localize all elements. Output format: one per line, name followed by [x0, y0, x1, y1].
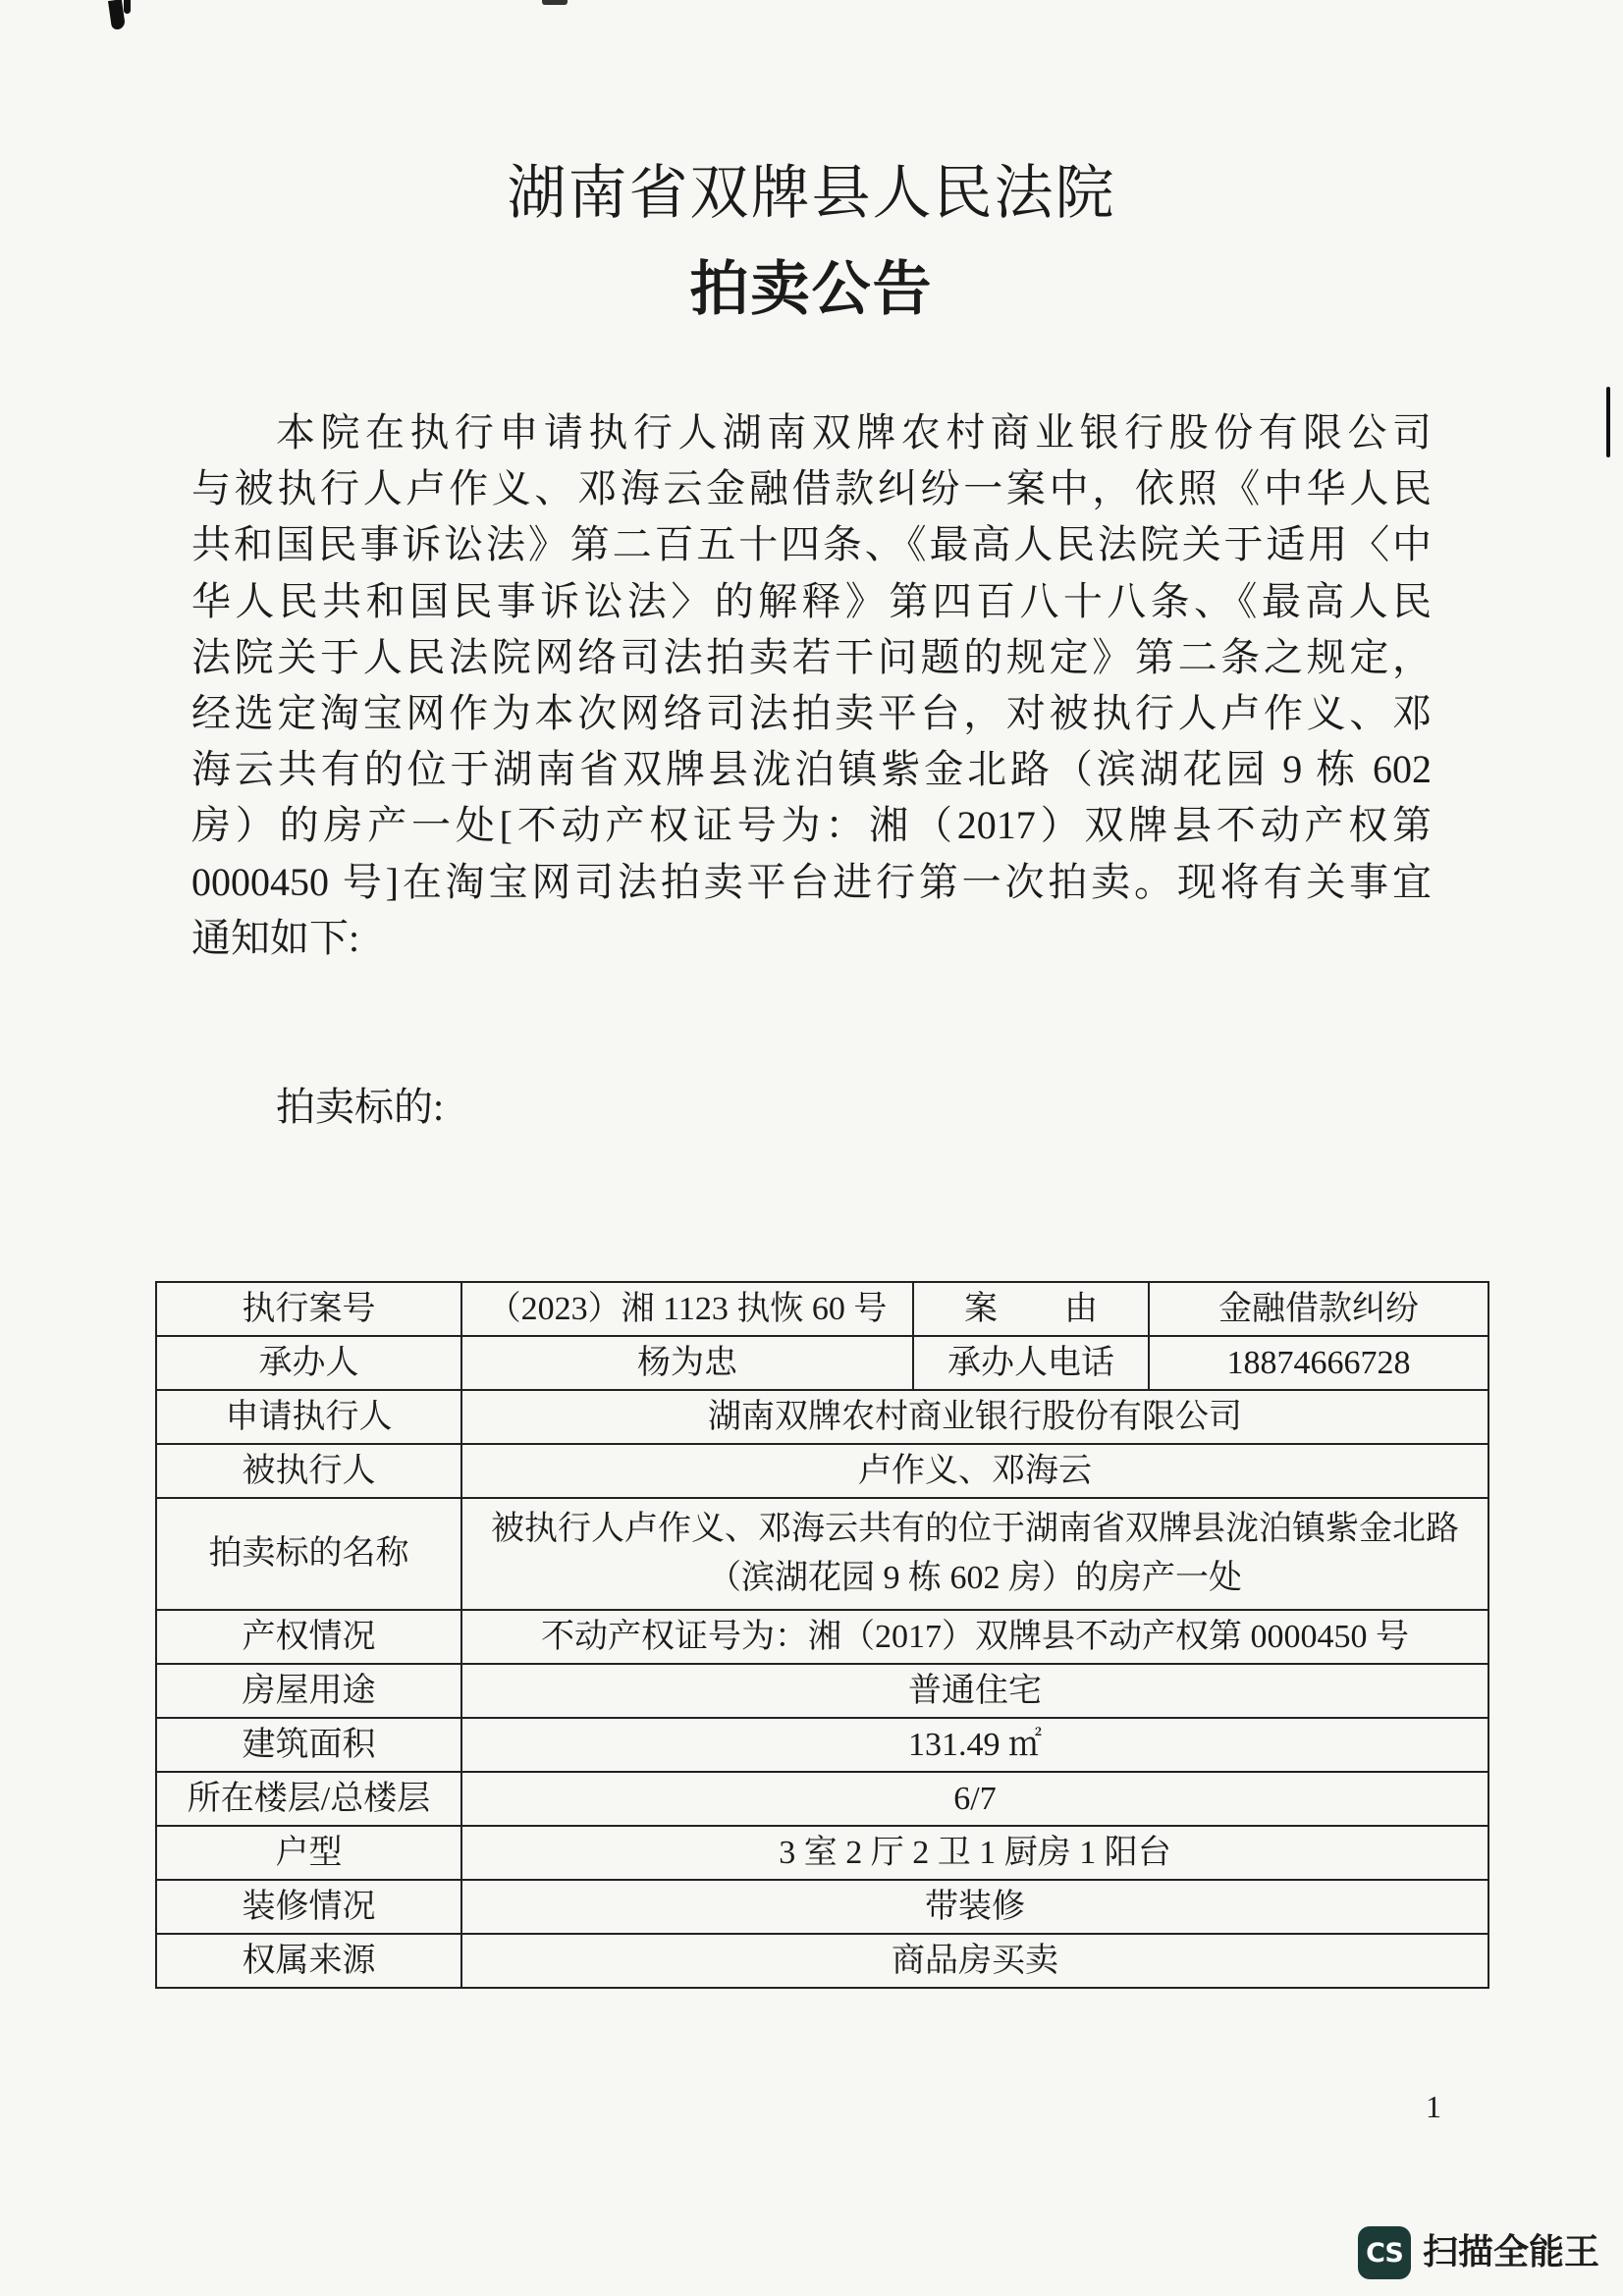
notice-body-line: 与被执行人卢作义、邓海云金融借款纠纷一案中，依照《中华人民 [191, 466, 1432, 511]
watermark-app-name: 扫描全能王 [1423, 2232, 1600, 2272]
property-rights-value: 不动产权证号为：湘（2017）双牌县不动产权第 0000450 号 [461, 1610, 1488, 1664]
handler-value: 杨为忠 [461, 1336, 913, 1390]
floor-value: 6/7 [461, 1772, 1488, 1826]
table-row-applicant [156, 1390, 1488, 1444]
property-rights-label: 产权情况 [156, 1610, 461, 1664]
table-row-property-rights [156, 1610, 1488, 1664]
cause-label: 案 由 [913, 1282, 1149, 1336]
decoration-label: 装修情况 [156, 1880, 461, 1934]
auction-subject-table [155, 1281, 1489, 1989]
usage-label: 房屋用途 [156, 1664, 461, 1718]
subject-name-value [461, 1498, 1488, 1610]
subject-name-line: （滨湖花园 9 栋 602 房）的房产一处 [708, 1560, 1242, 1596]
notice-body-line: 房）的房产一处[不动产权证号为：湘（2017）双牌县不动产权第 [191, 803, 1432, 848]
notice-body-line: 经选定淘宝网作为本次网络司法拍卖平台，对被执行人卢作义、邓 [191, 690, 1432, 735]
document-title: 拍卖公告 [689, 257, 934, 322]
notice-body-line: 海云共有的位于湖南省双牌县泷泊镇紫金北路（滨湖花园 9 栋 602 [191, 747, 1432, 792]
area-label: 建筑面积 [156, 1718, 461, 1772]
notice-body [191, 404, 1432, 966]
handler-phone-label: 承办人电话 [913, 1336, 1149, 1390]
decoration-value: 带装修 [461, 1880, 1488, 1934]
notice-body-line: 0000450 号]在淘宝网司法拍卖平台进行第一次拍卖。现将有关事宜 [191, 859, 1432, 904]
scan-artifact-top [542, 0, 568, 5]
subject-name-label: 拍卖标的名称 [156, 1498, 461, 1610]
applicant-label: 申请执行人 [156, 1390, 461, 1444]
floor-label: 所在楼层/总楼层 [156, 1772, 461, 1826]
cause-value: 金融借款纠纷 [1149, 1282, 1488, 1336]
table-row-respondent [156, 1444, 1488, 1498]
scanner-watermark [1358, 2226, 1599, 2279]
notice-body-line: 本院在执行申请执行人湖南双牌农村商业银行股份有限公司 [276, 410, 1432, 454]
notice-body-line: 法院关于人民法院网络司法拍卖若干问题的规定》第二条之规定， [191, 634, 1432, 679]
table-row-case-number [156, 1282, 1488, 1336]
auction-subject-heading: 拍卖标的: [276, 1085, 445, 1129]
table-row-ownership-source [156, 1934, 1488, 1988]
notice-body-line: 通知如下: [191, 915, 360, 960]
court-name: 湖南省双牌县人民法院 [507, 161, 1116, 226]
floor-plan-value: 3 室 2 厅 2 卫 1 厨房 1 阳台 [461, 1826, 1488, 1880]
camscanner-logo-icon: CS [1358, 2226, 1411, 2279]
floor-plan-label: 户型 [156, 1826, 461, 1880]
usage-value: 普通住宅 [461, 1664, 1488, 1718]
respondent-label: 被执行人 [156, 1444, 461, 1498]
table-row-usage [156, 1664, 1488, 1718]
table-row-area [156, 1718, 1488, 1772]
handler-label: 承办人 [156, 1336, 461, 1390]
table-row-handler [156, 1336, 1488, 1390]
notice-body-line: 共和国民事诉讼法》第二百五十四条、《最高人民法院关于适用〈中 [191, 522, 1432, 567]
case-number-value: （2023）湘 1123 执恢 60 号 [461, 1282, 913, 1336]
applicant-value: 湖南双牌农村商业银行股份有限公司 [461, 1390, 1488, 1444]
subject-name-line: 被执行人卢作义、邓海云共有的位于湖南省双牌县泷泊镇紫金北路 [491, 1511, 1459, 1547]
ownership-source-label: 权属来源 [156, 1934, 461, 1988]
case-number-label: 执行案号 [156, 1282, 461, 1336]
ownership-source-value: 商品房买卖 [461, 1934, 1488, 1988]
notice-body-line: 华人民共和国民事诉讼法〉的解释》第四百八十八条、《最高人民 [191, 578, 1432, 623]
table-row-subject-name [156, 1498, 1488, 1610]
page-number: 1 [1426, 2089, 1441, 2124]
table-row-decoration [156, 1880, 1488, 1934]
area-value: 131.49 ㎡ [461, 1718, 1488, 1772]
handler-phone-value: 18874666728 [1149, 1336, 1488, 1390]
table-row-floor [156, 1772, 1488, 1826]
scan-artifact-right-edge [1606, 387, 1610, 457]
scan-artifact-top-left-small [124, 0, 131, 14]
respondent-value: 卢作义、邓海云 [461, 1444, 1488, 1498]
table-row-floor-plan [156, 1826, 1488, 1880]
